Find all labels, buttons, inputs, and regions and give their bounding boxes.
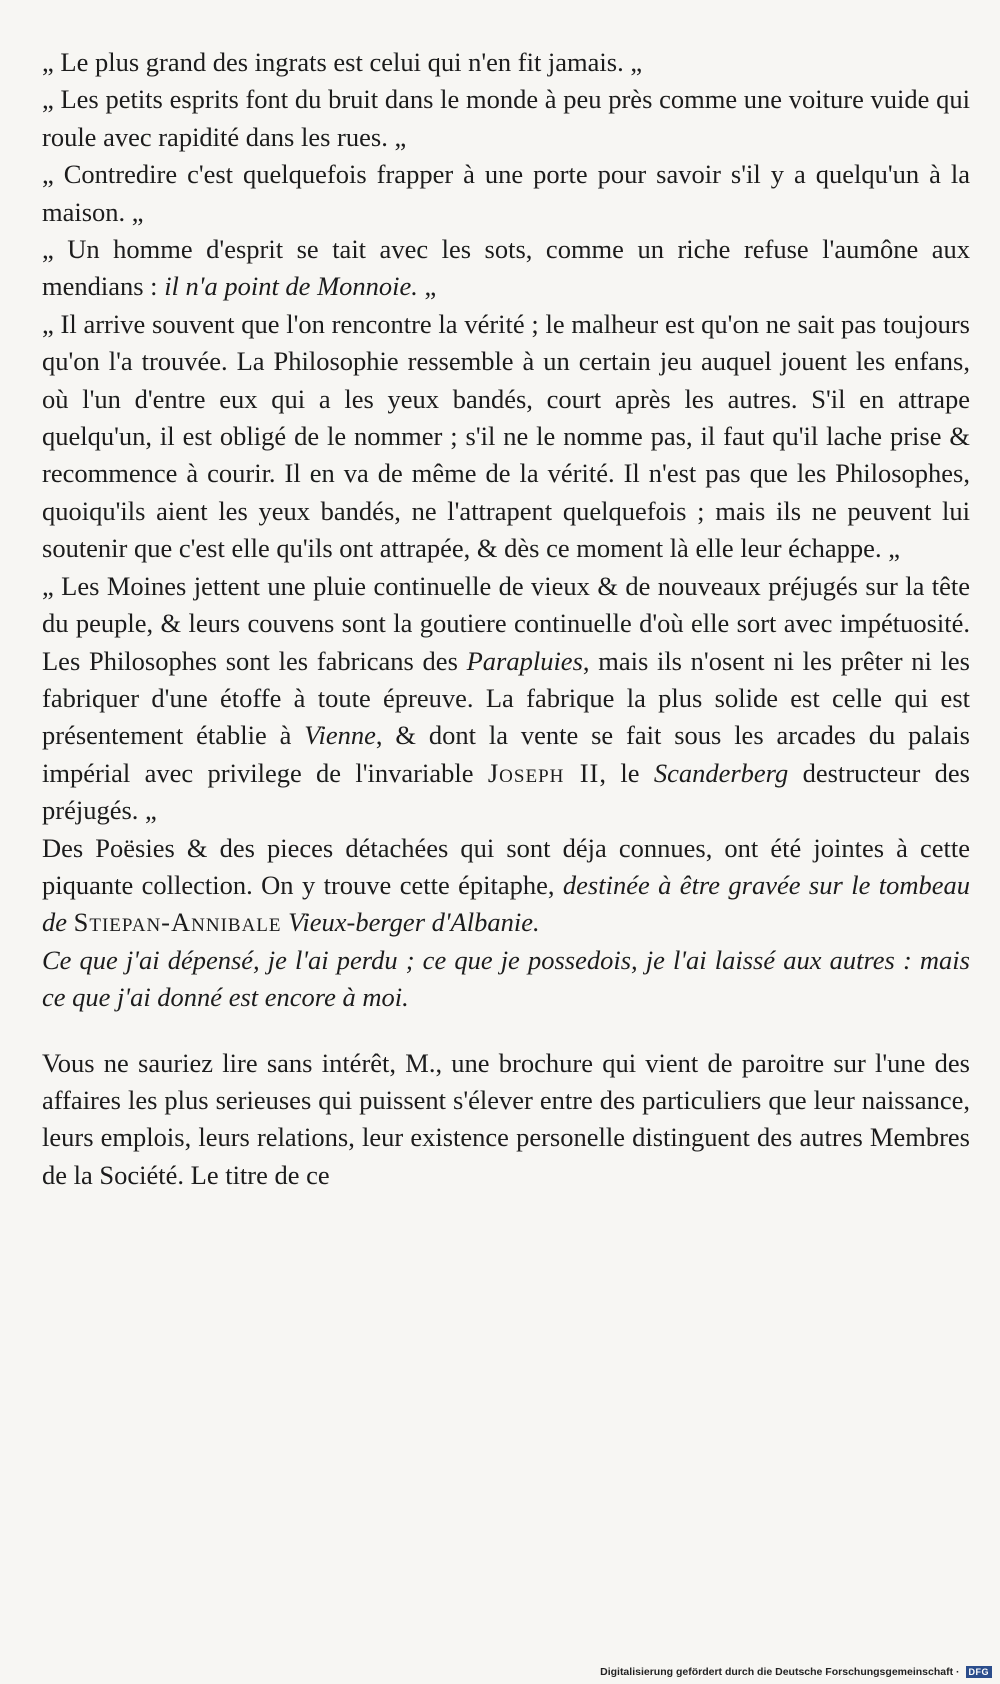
epitaph-text: Ce que j'ai dépensé, je l'ai perdu ; ce que je possedois, je l'ai laissé aux autres : mais ce que j'ai donné est encore à moi. <box>42 944 970 1013</box>
paragraph-2: „ Les petits esprits font du bruit dans le monde à peu près comme une voiture vuide qui roule avec rapidité dans les rues. „ <box>42 84 970 152</box>
paragraph-6-part-d: , le <box>599 757 654 788</box>
paragraph-3: „ Contredire c'est quelquefois frapper à une porte pour savoir s'il y a quelqu'un à la maison. „ <box>42 159 970 227</box>
paragraph-4-italic: il n'a point de Monnoie. <box>164 271 418 302</box>
paragraph-6-joseph: Joseph II <box>487 757 600 788</box>
paragraph-1: „ Le plus grand des ingrats est celui qui n'en fit jamais. „ <box>42 47 643 77</box>
footer-credit <box>600 1666 992 1678</box>
dfg-logo-icon: DFG <box>966 1666 993 1678</box>
paragraph-7-italic-2: Vieux-berger d'Albanie. <box>288 907 540 938</box>
paragraph-6-part-a: „ Les Moines jettent une pluie continuelle de vieux & de nouveaux préjugés sur la tête du peuple, & leurs couvens sont la goutiere continuelle d'où elle sort avec impétuosité. Les Philosophes sont les fabricans des <box>42 570 970 676</box>
paragraph-6-part-b: , mais ils n'osent ni les prêter ni les fabriquer d'une étoffe à toute épreuve. La fabrique la plus solide est celle qui est présentement établie à <box>42 645 970 751</box>
paragraph-7-italic: destinée à être gravée sur le tombeau de <box>42 869 970 938</box>
paragraph-6-vienne: Vienne <box>304 720 376 751</box>
body-text <box>42 44 970 1194</box>
paragraph-6-part-e: destructeur des préjugés. „ <box>42 757 970 826</box>
paragraph-5: „ Il arrive souvent que l'on rencontre la vérité ; le malheur est qu'on ne sait pas toujours qu'on l'a trouvée. La Philosophie ressemble à un certain jeu auquel jouent les enfans, où l'un d'entre eux qui a les yeux bandés, court après les autres. S'il en attrape quelqu'un, il est obligé de le nommer ; s'il ne le nomme pas, il faut qu'il lache prise & recommence à courir. Il en va de même de la vérité. Il n'est pas que les Philosophes, quoiqu'ils aient les yeux bandés, ne l'attrapent quelquefois ; mais ils ne peuvent lui soutenir que c'est elle qu'ils ont attrapée, & dès ce moment là elle leur échappe. „ <box>42 308 970 564</box>
paragraph-7 <box>42 830 970 942</box>
paragraph-7-text: Des Poësies & des pieces détachées qui sont déja connues, ont été jointes à cette piquante collection. On y trouve cette épitaphe, <box>42 832 970 900</box>
paragraph-9: Vous ne sauriez lire sans intérêt, M., une brochure qui vient de paroitre sur l'une des affaires les plus serieuses qui puissent s'élever entre des particuliers que leur naissance, leurs emplois, leurs relations, leur existence personelle distinguent des autres Membres de la Société. Le titre de ce <box>42 1047 970 1190</box>
paragraph-6-parapluies: Parapluies <box>466 645 583 676</box>
paragraph-6-part-c: , & dont la vente se fait sous les arcades du palais impérial avec privilege de l'invariable <box>42 720 970 788</box>
paragraph-6-scanderberg: Scanderberg <box>653 757 789 788</box>
paragraph-7-name: Stiepan-Annibale <box>73 907 282 938</box>
paragraph-6 <box>42 568 970 830</box>
paragraph-4 <box>42 231 970 306</box>
paragraph-4-end: „ <box>417 271 437 302</box>
epitaph <box>42 942 970 1017</box>
paragraph-4-text: „ Un homme d'esprit se tait avec les sots, comme un riche refuse l'aumône aux mendians : <box>42 234 970 302</box>
footer-text: Digitalisierung gefördert durch die Deutsche Forschungsgemeinschaft · <box>600 1666 960 1678</box>
